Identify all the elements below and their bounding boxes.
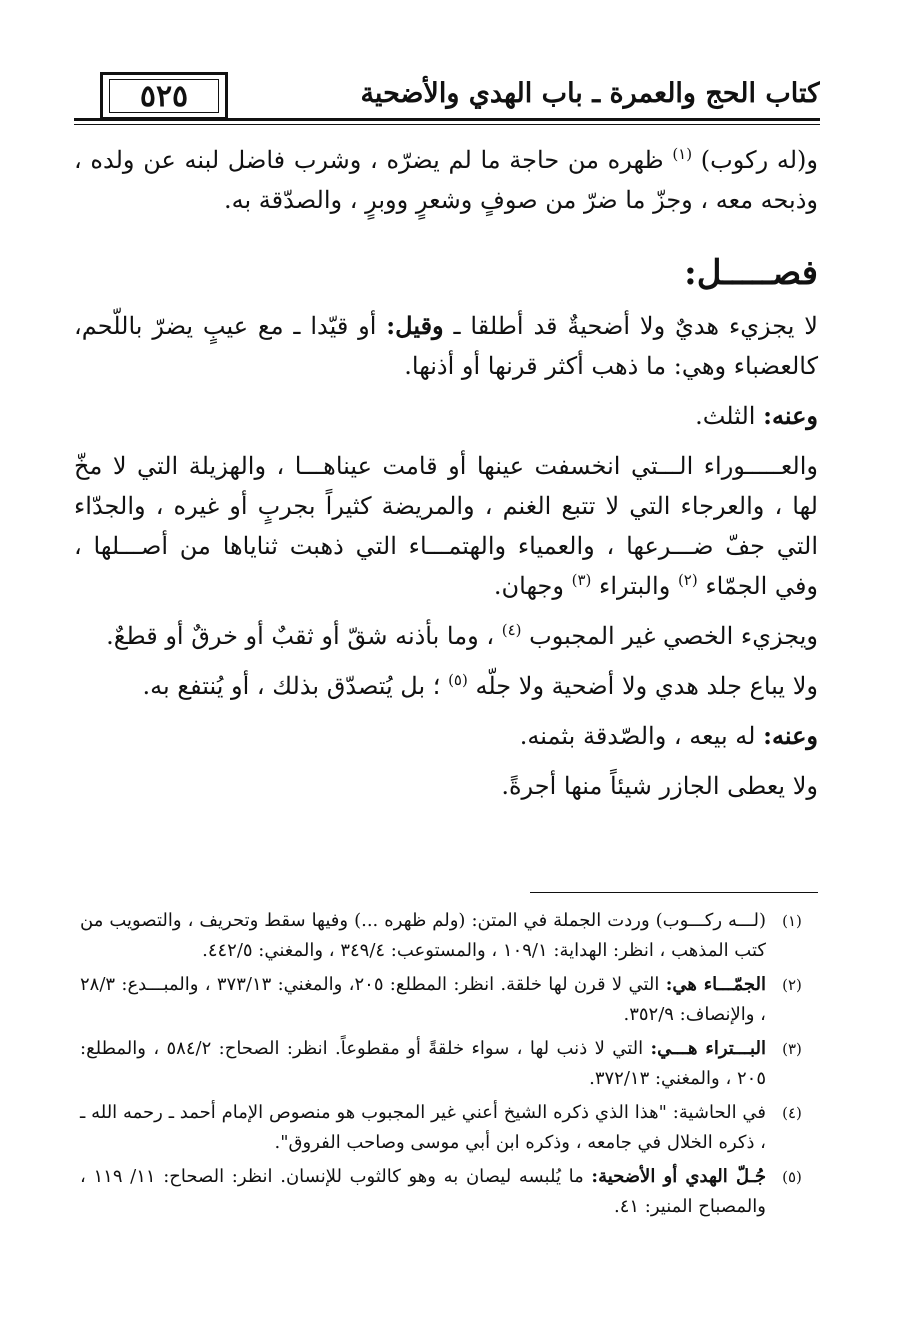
paragraph-8: ولا يعطى الجازر شيئاً منها أجرةً.: [501, 772, 818, 800]
bold-term: البـــتراء هـــي:: [650, 1038, 766, 1059]
text-span: ، وما بأذنه شقّ أو ثقبٌ أو خرقٌ أو قطعٌ.: [106, 622, 495, 650]
text-span: ظهره من حاجة ما لم يضرّه ، وشرب فاضل لبنه عن ولده ، وذبحه معه ، وجزّ ما ضرّ من صوفٍ وشعرٍ ووبرٍ ، والصدّقة به.: [74, 146, 818, 214]
text-span: ويجزيء الخصي غير المجبوب: [529, 622, 818, 650]
footnote-divider: [530, 892, 818, 893]
footnote-number: (٤): [782, 1104, 802, 1122]
bold-term: الجمّـــاء هي:: [665, 974, 766, 995]
text-span: له بيعه ، والصّدقة بثمنه.: [519, 722, 756, 750]
footnote-ref-5[interactable]: (٥): [448, 671, 468, 689]
paragraph-5: [74, 616, 818, 656]
footnote-ref-3[interactable]: (٣): [571, 571, 592, 589]
bold-term: وعنه:: [763, 401, 818, 430]
main-text: [74, 140, 818, 816]
text-span: ولا يباع جلد هدي ولا أضحية ولا جلّه: [475, 672, 818, 700]
text-span: لا يجزيء هديٌ ولا أضحيةٌ قد أطلقا ـ: [453, 312, 818, 340]
paragraph-4: [74, 446, 818, 606]
running-title: كتاب الحج والعمرة ـ باب الهدي والأضحية: [360, 78, 820, 109]
paragraph-3: [74, 396, 818, 436]
footnote-ref-4[interactable]: (٤): [501, 621, 522, 639]
text-span: ؛ بل يُتصدّق بذلك ، أو يُنتفع به.: [142, 672, 441, 700]
footnote-number: (٢): [782, 976, 802, 994]
header-rule-thin: [74, 124, 820, 125]
paragraph-1: [74, 140, 818, 220]
footnote: [80, 970, 818, 1030]
footnote-number: (٥): [782, 1168, 802, 1186]
bold-term: وقيل:: [386, 311, 444, 340]
text-span: وجهان.: [493, 572, 564, 600]
paragraph-2: [74, 306, 818, 386]
text-span: في الحاشية: "هذا الذي ذكره الشيخ أعني غير المجبوب هو منصوص الإمام أحمد ـ رحمه الله ـ ، ذكره الخلال في جامعه ، وذكره ابن أبي موسى وصاحب الفروق".: [80, 1102, 766, 1153]
page-number-box: [100, 72, 228, 120]
paragraph-6: [74, 666, 818, 706]
text-span: التي لا قرن لها خلقة. انظر: المطلع: ٢٠٥، والمغني: ٣٧٣/١٣ ، والمبـــدع: ٢٨/٣ ، والإنصاف: ٣٥٢/٩.: [80, 974, 766, 1025]
page-number: ٥٢٥: [139, 78, 189, 114]
text-span: و(له ركوب): [700, 146, 818, 174]
page-header: [74, 70, 820, 126]
text-span: (لـــه ركـــوب) وردت الجملة في المتن: (ولم ظهره ...) وفيها سقط وتحريف ، والتصويب من كتب المذهب ، انظر: الهداية: ١٠٩/١ ، والمستوعب: ٣٤٩/٤ ، والمغني: ٤٤٢/٥.: [80, 910, 766, 961]
footnote: [80, 1034, 818, 1094]
text-span: أو قيّدا ـ مع عيبٍ يضرّ باللّحم، كالعضباء وهي: ما ذهب أكثر قرنها أو أذنها.: [74, 312, 818, 380]
paragraph-7: [74, 716, 818, 756]
text-span: والعـــــوراء الـــتي انخسفت عينها أو قامت عيناهـــا ، والهزيلة التي لا مخّ لها ، والعرجاء التي لا تتبع الغنم ، والمريضة كثيراً بجربٍ أو غيره ، والجدّاء التي جفّ ضـــرعها ، والعمياء والهتمـــاء التي ذهبت ثناياها من أصـــلها ، وفي الجمّاء: [74, 452, 818, 600]
bold-term: وعنه:: [763, 721, 818, 750]
footnote-text: [80, 970, 766, 1030]
bold-term: جُـلّ الهدي أو الأضحية:: [591, 1166, 766, 1187]
footnote-number: (٣): [782, 1040, 802, 1058]
text-span: والبتراء: [599, 572, 671, 600]
footnote-text: [80, 1098, 766, 1158]
footnote-text: [80, 1034, 766, 1094]
text-span: ما يُلبسه ليصان به وهو كالثوب للإنسان. انظر: الصحاح: ١١/ ١١٩ ، والمصباح المنير: ٤١.: [80, 1166, 766, 1217]
section-heading: فصـــــل:: [684, 253, 818, 293]
footnote-ref-1[interactable]: (١): [672, 145, 693, 163]
footnote: [80, 1098, 818, 1158]
header-rule: [74, 118, 820, 121]
footnote: [80, 1162, 818, 1222]
footnote-ref-2[interactable]: (٢): [677, 571, 698, 589]
footnote-text: [80, 906, 766, 966]
text-span: الثلث.: [695, 402, 756, 430]
text-span: التي لا ذنب لها ، سواء خلقةً أو مقطوعاً. انظر: الصحاح: ٥٨٤/٢ ، والمطلع: ٢٠٥ ، والمغني: ٣٧٢/١٣.: [80, 1038, 766, 1089]
footnote-text: [80, 1162, 766, 1222]
footnote: [80, 906, 818, 966]
footnote-number: (١): [782, 912, 802, 930]
footnotes: [80, 906, 818, 1226]
